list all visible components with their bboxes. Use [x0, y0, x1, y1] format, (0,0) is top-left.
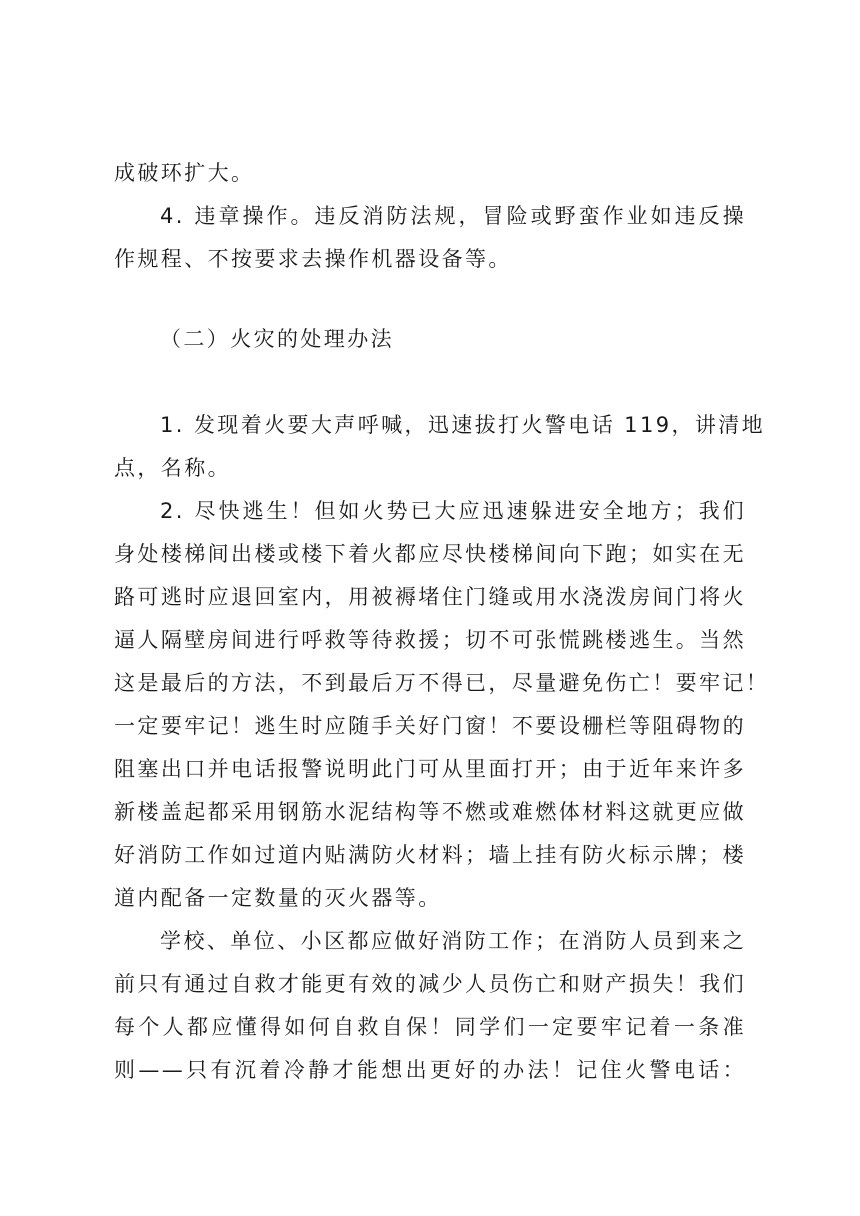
text-line: 路可逃时应退回室内，用被褥堵住门缝或用水浇泼房间门将火	[114, 585, 746, 609]
text-line: 身处楼梯间出楼或楼下着火都应尽快楼梯间向下跑；如实在无	[114, 542, 746, 566]
text-line: 点，名称。	[114, 456, 231, 480]
text-line: 每个人都应懂得如何自救自保！同学们一定要牢记着一条准	[114, 1015, 746, 1039]
text-line: 成破环扩大。	[114, 161, 255, 185]
paragraph-body	[114, 404, 770, 1092]
text-line: 4. 违章操作。违反消防法规，冒险或野蛮作业如违反操	[160, 204, 746, 228]
text-line: 新楼盖起都采用钢筋水泥结构等不燃或难燃体材料这就更应做	[114, 800, 746, 824]
text-line: 这是最后的方法，不到最后万不得已，尽量避免伤亡！要牢记！	[114, 671, 770, 695]
paragraph-continuation	[114, 152, 746, 281]
text-line: 1. 发现着火要大声呼喊，迅速拔打火警电话 119，讲清地	[160, 413, 766, 437]
text-line: 作规程、不按要求去操作机器设备等。	[114, 247, 512, 271]
text-line: 阻塞出口并电话报警说明此门可从里面打开；由于近年来许多	[114, 757, 746, 781]
section-heading-block	[114, 318, 746, 361]
text-line: 好消防工作如过道内贴满防火材料；墙上挂有防火标示牌；楼	[114, 843, 746, 867]
section-heading: （二）火灾的处理办法	[160, 327, 394, 351]
text-line: 前只有通过自救才能更有效的减少人员伤亡和财产损失！我们	[114, 972, 746, 996]
text-line: 道内配备一定数量的灭火器等。	[114, 886, 442, 910]
text-line: 逼人隔壁房间进行呼救等待救援；切不可张慌跳楼逃生。当然	[114, 628, 746, 652]
text-line: 一定要牢记！逃生时应随手关好门窗！不要设栅栏等阻碍物的	[114, 714, 746, 738]
text-line: 学校、单位、小区都应做好消防工作；在消防人员到来之	[160, 929, 746, 953]
text-line: 2. 尽快逃生！但如火势已大应迅速躲进安全地方；我们	[160, 499, 746, 523]
text-line: 则——只有沉着冷静才能想出更好的办法！记住火警电话：	[114, 1058, 746, 1082]
